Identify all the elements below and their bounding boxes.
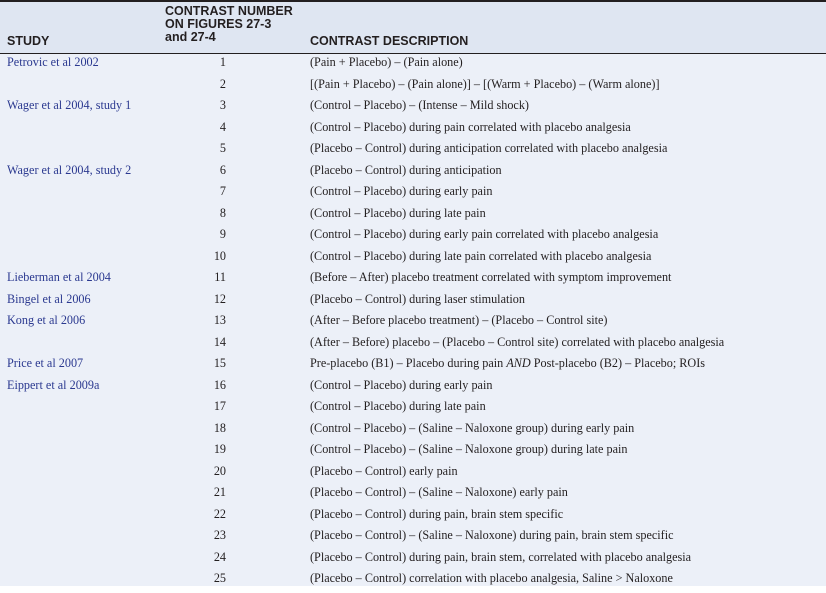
contrast-number-cell: 11 bbox=[214, 270, 226, 284]
contrast-description-cell: (Control – Placebo) during early pain bbox=[310, 377, 493, 392]
table-row bbox=[0, 335, 826, 357]
table-row bbox=[0, 227, 826, 249]
study-cell: Bingel et al 2006 bbox=[7, 291, 91, 306]
contrast-description-cell: (Pain + Placebo) – (Pain alone) bbox=[310, 55, 463, 69]
contrast-number-cell: 16 bbox=[213, 377, 226, 392]
contrast-number-cell: 8 bbox=[219, 205, 226, 220]
contrast-description-cell: [(Pain + Placebo) – (Pain alone)] – [(Warm + Placebo) – (Warm alone)] bbox=[310, 76, 660, 91]
contrast-number-cell: 22 bbox=[213, 506, 226, 521]
contrast-number-cell: 5 bbox=[219, 141, 226, 155]
table-row bbox=[0, 464, 826, 486]
table-row bbox=[0, 55, 826, 77]
table-row bbox=[0, 571, 826, 593]
study-cell: Kong et al 2006 bbox=[7, 313, 86, 327]
contrast-number-cell: 14 bbox=[213, 334, 226, 349]
contrast-description-cell: (Placebo – Control) – (Saline – Naloxone) during pain, brain stem specific bbox=[310, 528, 674, 542]
header-contrast-number bbox=[165, 5, 293, 44]
table-row bbox=[0, 206, 826, 228]
description-emphasis: AND bbox=[506, 356, 531, 370]
contrast-number-cell: 9 bbox=[219, 227, 226, 241]
contrast-number-cell: 7 bbox=[219, 184, 226, 198]
contrast-description-cell: (Placebo – Control) during anticipation correlated with placebo analgesia bbox=[310, 141, 668, 155]
table-row bbox=[0, 292, 826, 314]
table-row bbox=[0, 550, 826, 572]
contrast-description-cell: (After – Before placebo treatment) – (Placebo – Control site) bbox=[310, 313, 608, 327]
contrast-number-cell: 20 bbox=[213, 463, 226, 478]
contrast-number-cell: 4 bbox=[219, 119, 226, 134]
study-cell: Wager et al 2004, study 2 bbox=[7, 162, 132, 177]
header-number-line-1: CONTRAST NUMBER bbox=[165, 4, 293, 18]
contrast-description-cell: (After – Before) placebo – (Placebo – Control site) correlated with placebo analgesia bbox=[310, 334, 725, 349]
contrast-description-cell: (Placebo – Control) during pain, brain stem specific bbox=[310, 506, 564, 521]
contrast-description-cell: (Placebo – Control) during pain, brain stem, correlated with placebo analgesia bbox=[310, 549, 692, 564]
contrast-description-cell: (Placebo – Control) early pain bbox=[310, 463, 458, 478]
contrast-number-cell: 12 bbox=[213, 291, 226, 306]
header-study: STUDY bbox=[7, 34, 50, 48]
contrast-number-cell: 24 bbox=[213, 549, 226, 564]
contrast-description-cell: (Placebo – Control) during anticipation bbox=[310, 162, 502, 177]
contrast-number-cell: 15 bbox=[213, 356, 226, 370]
study-cell: Eippert et al 2009a bbox=[7, 377, 100, 392]
table-body bbox=[0, 54, 826, 586]
contrast-description-cell: (Control – Placebo) – (Saline – Naloxone group) during early pain bbox=[310, 420, 635, 435]
table-row bbox=[0, 378, 826, 400]
contrast-number-cell: 6 bbox=[219, 162, 226, 177]
table-row bbox=[0, 141, 826, 163]
table-row bbox=[0, 77, 826, 99]
description-part-b: Post-placebo (B2) – Placebo; ROIs bbox=[530, 356, 706, 370]
table-row bbox=[0, 528, 826, 550]
contrast-number-cell: 18 bbox=[213, 420, 226, 435]
table-row bbox=[0, 356, 826, 378]
contrast-number-cell: 23 bbox=[213, 528, 226, 542]
contrast-description-cell: (Before – After) placebo treatment correlated with symptom improvement bbox=[310, 270, 672, 284]
table-row bbox=[0, 249, 826, 271]
contrast-number-cell: 2 bbox=[219, 76, 226, 91]
contrast-number-cell: 17 bbox=[213, 399, 226, 413]
contrast-description-cell bbox=[310, 356, 705, 371]
contrast-number-cell: 10 bbox=[213, 248, 226, 263]
table-row bbox=[0, 421, 826, 443]
header-number-line-3: and 27-4 bbox=[165, 30, 216, 44]
table-row bbox=[0, 313, 826, 335]
table-row bbox=[0, 120, 826, 142]
study-cell: Price et al 2007 bbox=[7, 356, 84, 370]
contrast-number-cell: 25 bbox=[213, 571, 226, 585]
table-row bbox=[0, 399, 826, 421]
contrast-description-cell: (Control – Placebo) during early pain bbox=[310, 184, 493, 198]
contrast-number-cell: 19 bbox=[213, 442, 226, 456]
study-cell: Petrovic et al 2002 bbox=[7, 55, 99, 69]
table-row bbox=[0, 184, 826, 206]
contrast-description-cell: (Control – Placebo) during pain correlated with placebo analgesia bbox=[310, 119, 631, 134]
contrast-number-cell: 21 bbox=[213, 485, 226, 499]
table-row bbox=[0, 98, 826, 120]
contrast-description-cell: (Control – Placebo) during late pain correlated with placebo analgesia bbox=[310, 248, 652, 263]
contrast-description-cell: (Placebo – Control) during laser stimulation bbox=[310, 291, 525, 306]
study-cell: Lieberman et al 2004 bbox=[7, 270, 111, 284]
contrast-description-cell: (Control – Placebo) – (Intense – Mild shock) bbox=[310, 98, 529, 112]
table-row bbox=[0, 485, 826, 507]
header-contrast-description: CONTRAST DESCRIPTION bbox=[310, 34, 469, 48]
contrast-number-cell: 13 bbox=[213, 313, 226, 327]
contrast-description-cell: (Control – Placebo) during late pain bbox=[310, 205, 486, 220]
description-part-a: Pre-placebo (B1) – Placebo during pain bbox=[310, 356, 507, 370]
contrast-number-cell: 3 bbox=[219, 98, 226, 112]
contrast-description-cell: (Placebo – Control) correlation with placebo analgesia, Saline > Naloxone bbox=[310, 571, 673, 585]
contrast-description-cell: (Control – Placebo) – (Saline – Naloxone group) during late pain bbox=[310, 442, 628, 456]
study-cell: Wager et al 2004, study 1 bbox=[7, 98, 132, 112]
contrast-description-cell: (Placebo – Control) – (Saline – Naloxone) early pain bbox=[310, 485, 568, 499]
table-row bbox=[0, 442, 826, 464]
table-row bbox=[0, 163, 826, 185]
contrast-description-cell: (Control – Placebo) during late pain bbox=[310, 399, 486, 413]
table-row bbox=[0, 270, 826, 292]
header-number-line-2: ON FIGURES 27-3 bbox=[165, 17, 272, 31]
table-row bbox=[0, 507, 826, 529]
contrast-number-cell: 1 bbox=[219, 55, 226, 69]
contrast-description-cell: (Control – Placebo) during early pain correlated with placebo analgesia bbox=[310, 227, 659, 241]
table-header bbox=[0, 2, 826, 54]
